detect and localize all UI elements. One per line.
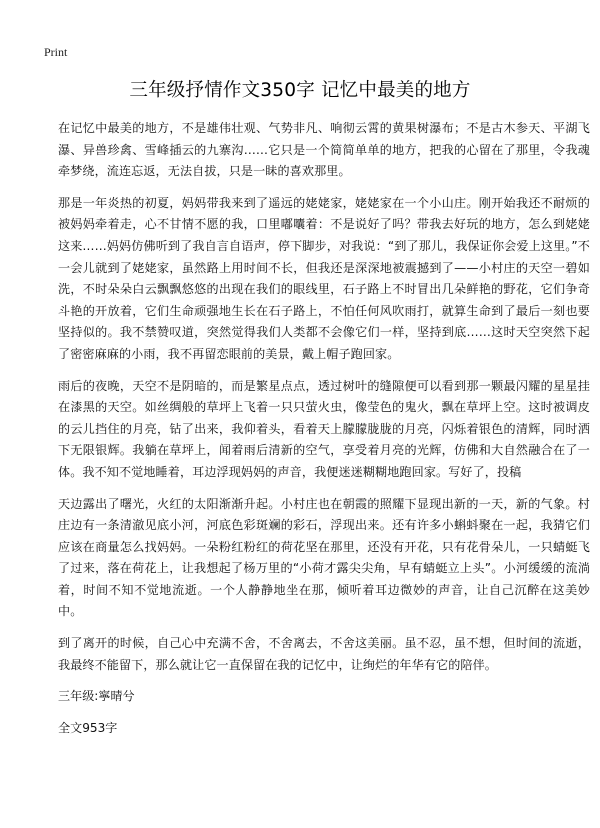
article-title: 三年级抒情作文350字 记忆中最美的地方 [129,80,471,101]
word-count: 全文953字 [58,720,118,735]
author-line: 三年级:寧晴兮 [58,689,135,704]
paragraph-5: 到了离开的时候，自己心中充满不舍，不舍离去，不舍这美丽。虽不忍，虽不想，但时间的流逝，我最终不能留下，那么就让它一直保留在我的记忆中，让绚烂的年华有它的陪伴。 [58,636,590,672]
paragraph-1: 在记忆中最美的地方，不是雄伟壮观、气势非凡、响彻云霄的黄果树瀑布；不是古木参天、平湖飞瀑、异兽珍禽、雪峰插云的九寨沟……它只是一个简简单单的地方，把我的心留在了那里，令我魂牵梦绕，流连忘返，无法自拔，只是一眛的喜欢那里。 [58,121,590,179]
print-link[interactable]: Print [44,45,68,59]
paragraph-2: 那是一年炎热的初夏，妈妈带我来到了遥远的姥姥家，姥姥家在一个小山庄。刚开始我还不耐烦的被妈妈牵着走，心不甘情不愿的我，口里嘟囔着：不是说好了吗？带我去好玩的地方，怎么到姥姥这来……妈妈仿佛听到了我自言自语声，停下脚步，对我说：“到了那儿，我保证你会爱上这里。”不一会儿就到了姥姥家，虽然路上用时间不长，但我还是深深地被震撼到了——小村庄的天空一碧如洗，不时朵朵白云飘飘悠悠的出现在我们的眼线里，石子路上不时冒出几朵鲜艳的野花，它们争奇斗艳的开放着，它们生命顽强地生长在石子路上，不怕任何风吹雨打，就算生命到了最后一刻也要坚持似的。我不禁赞叹道，突然觉得我们人类都不会像它们一样，坚持到底……这时天空突然下起了密密麻麻的小雨，我不再留恋眼前的美景，戴上帽子跑回家。 [58,195,590,361]
paragraph-3: 雨后的夜晚，天空不是阴暗的，而是繁星点点，透过树叶的缝隙便可以看到那一颗最闪耀的星星挂在漆黑的天空。如丝绸般的草坪上飞着一只只萤火虫，像莹色的鬼火，飘在草坪上空。这时被调皮的云儿挡住的月亮，钻了出来，我仰着头，看着天上朦朦胧胧的月亮，闪烁着银色的清辉，同时洒下无限银辉。我躺在草坪上，闻着雨后清新的空气，享受着月亮的光辉，仿佛和大自然融合在了一体。我不知不觉地睡着，耳边浮现妈妈的声音，我便迷迷糊糊地跑回家。写好了，投稿 [58,378,590,479]
article-body [58,118,590,749]
paragraph-4: 天边露出了曙光，火红的太阳渐渐升起。小村庄也在朝霞的照耀下显现出新的一天，新的气象。村庄边有一条清澈见底小河，河底色彩斑斓的彩石，浮现出来。还有许多小蝌蚪聚在一起，我猜它们应该在商量怎么找妈妈。一朵粉红粉红的荷花坚在那里，还没有开花，只有花骨朵儿，一只蜻蜓飞了过来，落在荷花上，让我想起了杨万里的“小荷才露尖尖角，早有蜻蜓立上头”。小河缓缓的流淌着，时间不知不觉地流逝。一个人静静地坐在那，倾听着耳边微妙的声音，让自己沉醉在这美妙中。 [58,496,590,619]
